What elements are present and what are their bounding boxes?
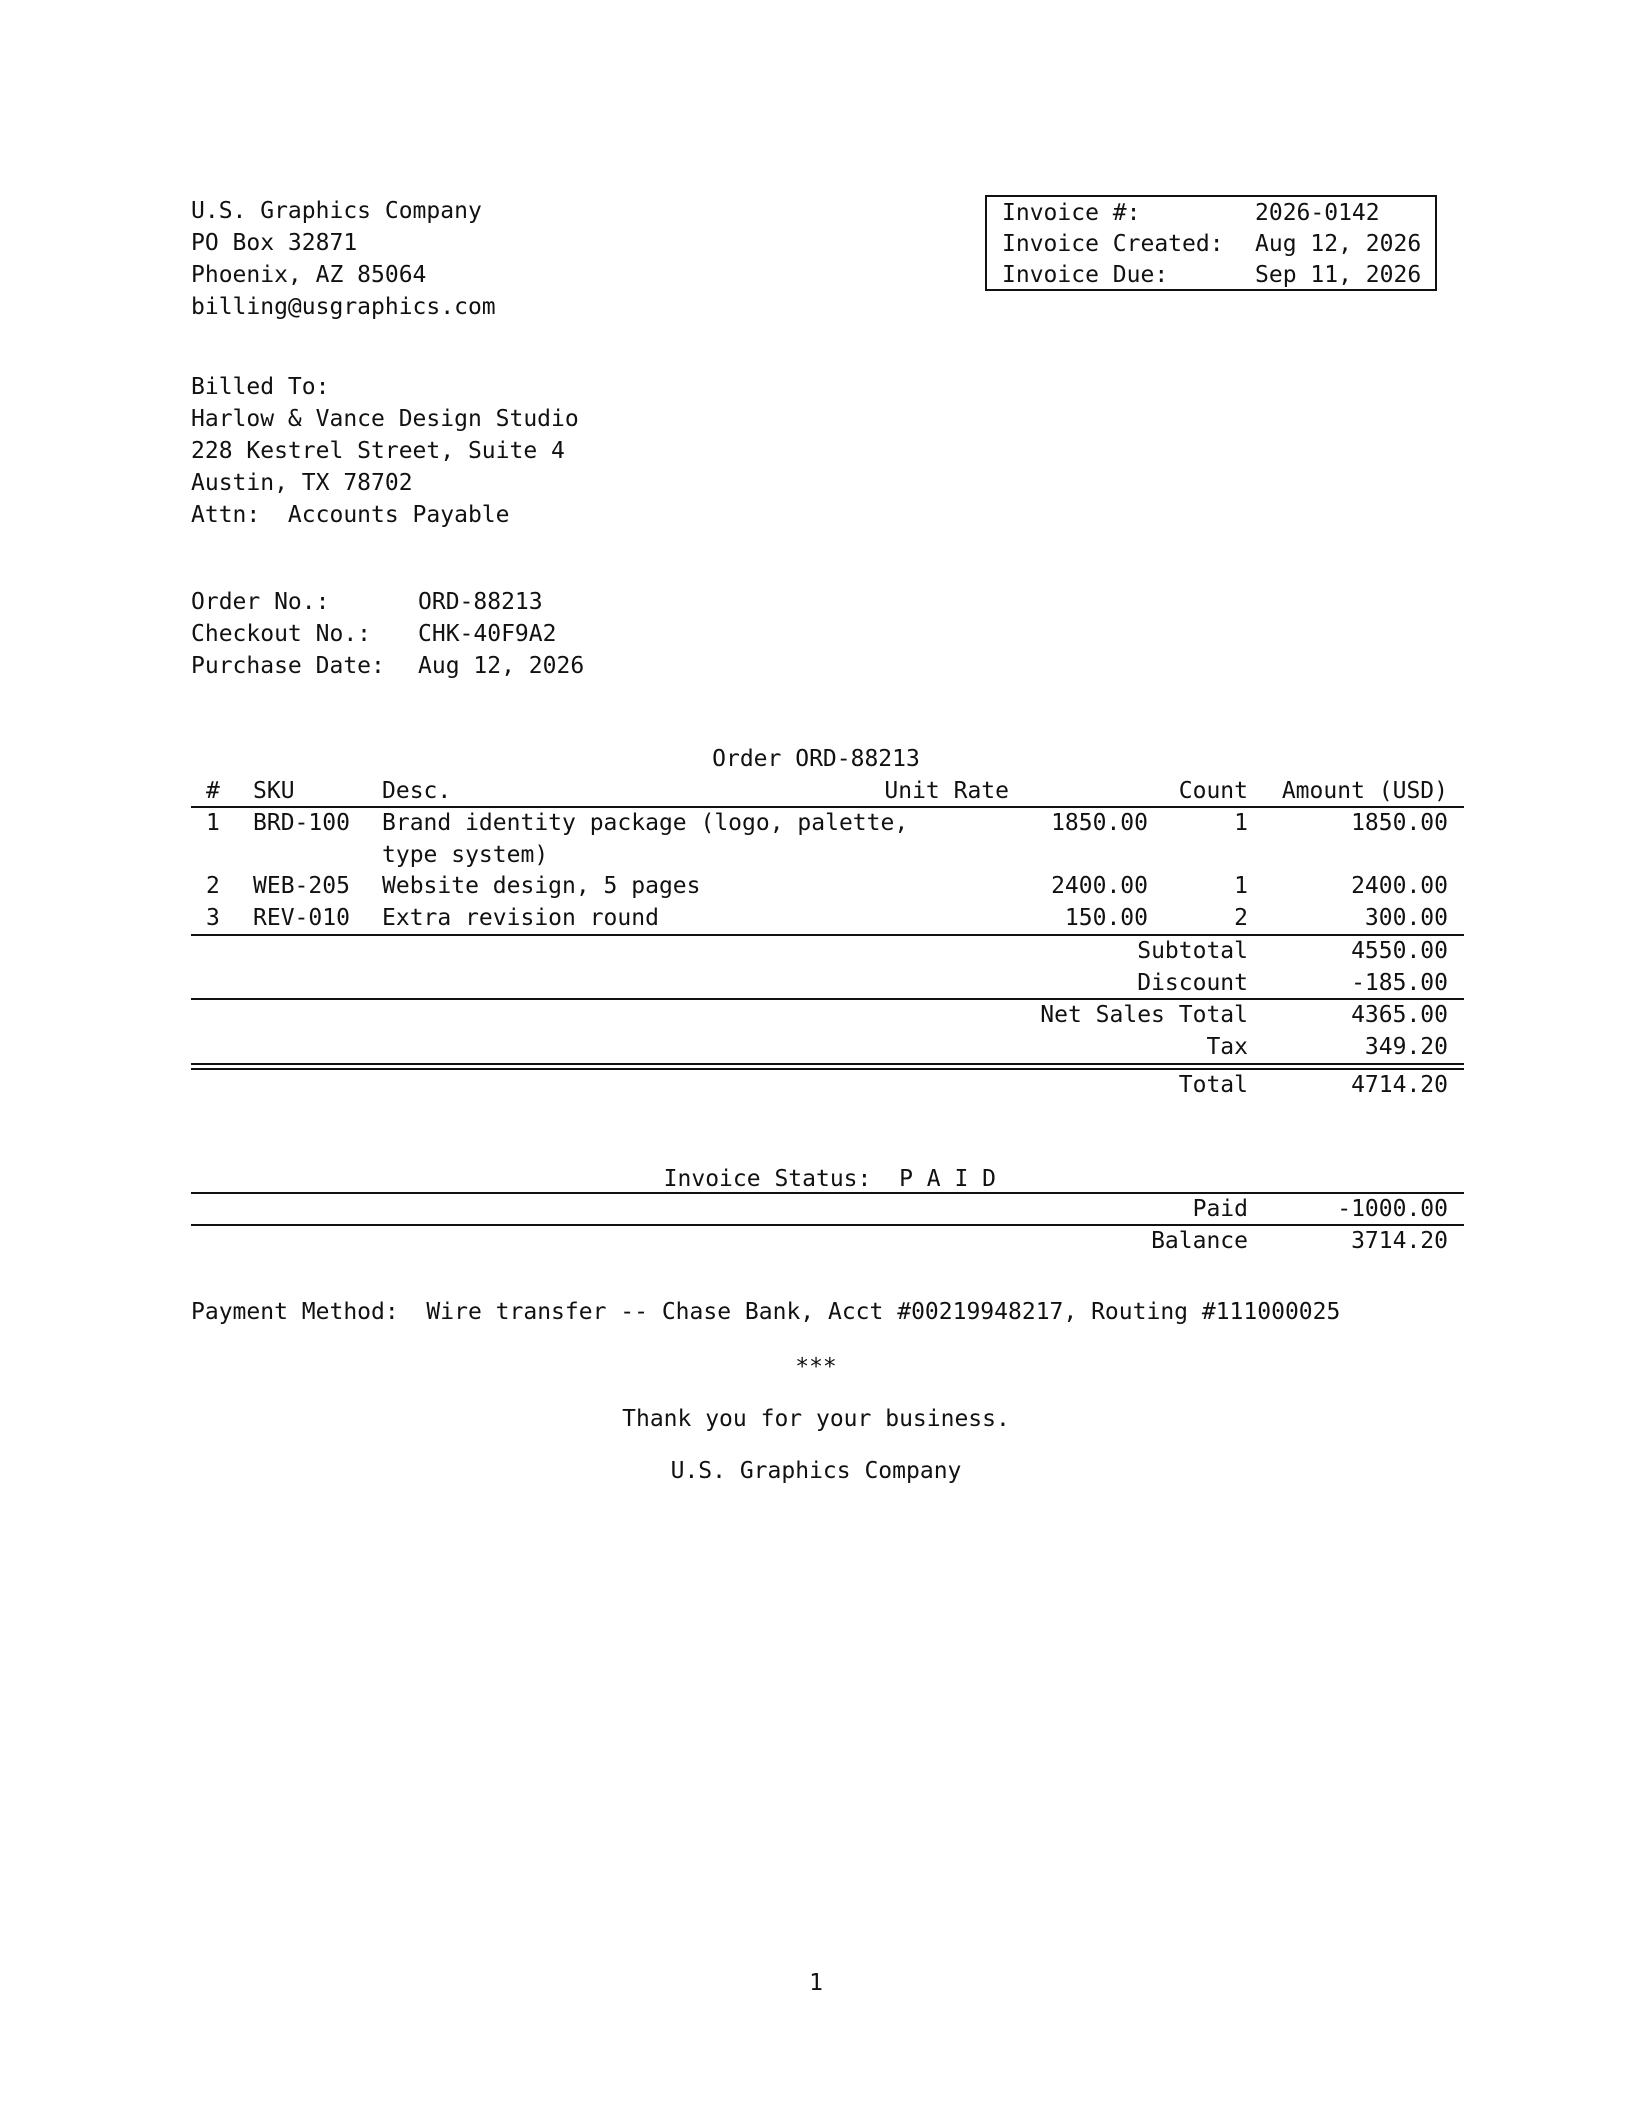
- sender-address-line1: PO Box 32871: [191, 230, 358, 256]
- checkout-number-row: [191, 618, 584, 650]
- subtotal-label: Subtotal: [1137, 938, 1248, 964]
- sender-address-line2: Phoenix, AZ 85064: [191, 262, 427, 288]
- footer-company-name: U.S. Graphics Company: [670, 1458, 962, 1484]
- row-amount: 1850.00: [1351, 810, 1448, 836]
- sender-name: U.S. Graphics Company: [191, 198, 482, 224]
- tax-value: 349.20: [1364, 1034, 1448, 1060]
- order-info-block: [191, 586, 584, 682]
- invoice-status-label: Invoice Status:: [663, 1166, 872, 1192]
- order-number-label: Order No.:: [191, 589, 330, 615]
- balance-label: Balance: [1151, 1228, 1248, 1254]
- row-unit-rate: 150.00: [1064, 905, 1148, 931]
- invoice-number-value: 2026-0142: [1255, 200, 1380, 226]
- order-number-row: [191, 586, 584, 618]
- header-amount: Amount (USD): [1281, 778, 1448, 804]
- subtotal-value: 4550.00: [1351, 938, 1448, 964]
- total-row: [191, 1069, 1464, 1101]
- header-num: #: [206, 778, 220, 804]
- paid-label: Paid: [1192, 1196, 1248, 1222]
- checkout-number-label: Checkout No.:: [191, 621, 372, 647]
- sender-block: [191, 195, 496, 323]
- row-desc: Extra revision round: [382, 905, 659, 931]
- row-count: 2: [1234, 905, 1248, 931]
- total-label: Total: [1178, 1072, 1248, 1098]
- thank-you-message: Thank you for your business.: [622, 1406, 1010, 1432]
- discount-value: -185.00: [1351, 970, 1448, 996]
- row-sku: WEB-205: [253, 873, 350, 899]
- row-num: 3: [206, 905, 220, 931]
- row-sku: BRD-100: [253, 810, 350, 836]
- invoice-status-value: P A I D: [899, 1166, 997, 1192]
- order-table-title: Order ORD-88213: [712, 746, 920, 772]
- subtotal-row: [191, 935, 1464, 967]
- invoice-due-label: Invoice Due:: [1002, 262, 1169, 288]
- row-count: 1: [1234, 810, 1248, 836]
- billed-to-attn: Attn: Accounts Payable: [191, 502, 510, 528]
- paid-row: [191, 1193, 1464, 1225]
- row-desc: Website design, 5 pages: [382, 873, 701, 899]
- invoice-created-value: Aug 12, 2026: [1255, 231, 1422, 257]
- billed-to-address-line1: 228 Kestrel Street, Suite 4: [191, 438, 565, 464]
- billed-to-address-line2: Austin, TX 78702: [191, 470, 413, 496]
- invoice-status: [0, 1131, 1632, 1195]
- billed-to-heading: Billed To:: [191, 374, 330, 400]
- table-row: [191, 870, 1464, 902]
- billed-to-block: [191, 371, 579, 531]
- net-sales-row: [191, 999, 1464, 1031]
- row-count: 1: [1234, 873, 1248, 899]
- invoice-created-label: Invoice Created:: [1002, 231, 1224, 257]
- page-number: 1: [809, 1970, 823, 1996]
- row-num: 2: [206, 873, 220, 899]
- payment-method-value: Wire transfer -- Chase Bank, Acct #00219948217, Routing #111000025: [426, 1299, 1341, 1325]
- invoice-info-box: [985, 195, 1437, 291]
- row-sku: REV-010: [253, 905, 350, 931]
- header-unit-rate: Unit Rate: [884, 778, 1009, 804]
- table-row: [191, 902, 1464, 934]
- row-num: 1: [206, 810, 220, 836]
- row-amount: 300.00: [1364, 905, 1448, 931]
- sender-email: billing@usgraphics.com: [191, 294, 496, 320]
- tax-row: [191, 1031, 1464, 1063]
- order-number-value: ORD-88213: [418, 589, 543, 615]
- balance-row: [191, 1225, 1464, 1257]
- row-unit-rate: 2400.00: [1051, 873, 1148, 899]
- row-unit-rate: 1850.00: [1051, 810, 1148, 836]
- header-count: Count: [1178, 778, 1248, 804]
- payment-method: [191, 1296, 1340, 1328]
- footer-separator: ***: [795, 1354, 837, 1380]
- checkout-number-value: CHK-40F9A2: [418, 621, 557, 647]
- invoice-created-row: [1002, 229, 1427, 260]
- invoice-due-row: [1002, 260, 1427, 291]
- purchase-date-row: [191, 650, 584, 682]
- row-desc-continued: type system): [382, 842, 549, 868]
- paid-value: -1000.00: [1337, 1196, 1448, 1222]
- balance-value: 3714.20: [1351, 1228, 1448, 1254]
- header-desc: Desc.: [382, 778, 452, 804]
- discount-row: [191, 967, 1464, 999]
- billed-to-name: Harlow & Vance Design Studio: [191, 406, 579, 432]
- row-desc: Brand identity package (logo, palette,: [382, 810, 909, 836]
- total-value: 4714.20: [1351, 1072, 1448, 1098]
- invoice-due-value: Sep 11, 2026: [1255, 262, 1422, 288]
- net-sales-label: Net Sales Total: [1040, 1002, 1248, 1028]
- tax-label: Tax: [1206, 1034, 1248, 1060]
- invoice-number-row: [1002, 198, 1427, 229]
- discount-label: Discount: [1137, 970, 1248, 996]
- purchase-date-value: Aug 12, 2026: [418, 653, 585, 679]
- purchase-date-label: Purchase Date:: [191, 653, 385, 679]
- payment-method-label: Payment Method:: [191, 1299, 399, 1325]
- invoice-number-label: Invoice #:: [1002, 200, 1141, 226]
- net-sales-value: 4365.00: [1351, 1002, 1448, 1028]
- total-double-rule-top: [191, 1063, 1464, 1065]
- header-sku: SKU: [253, 778, 295, 804]
- order-table-header: [191, 775, 1464, 807]
- row-amount: 2400.00: [1351, 873, 1448, 899]
- table-row: [191, 807, 1464, 871]
